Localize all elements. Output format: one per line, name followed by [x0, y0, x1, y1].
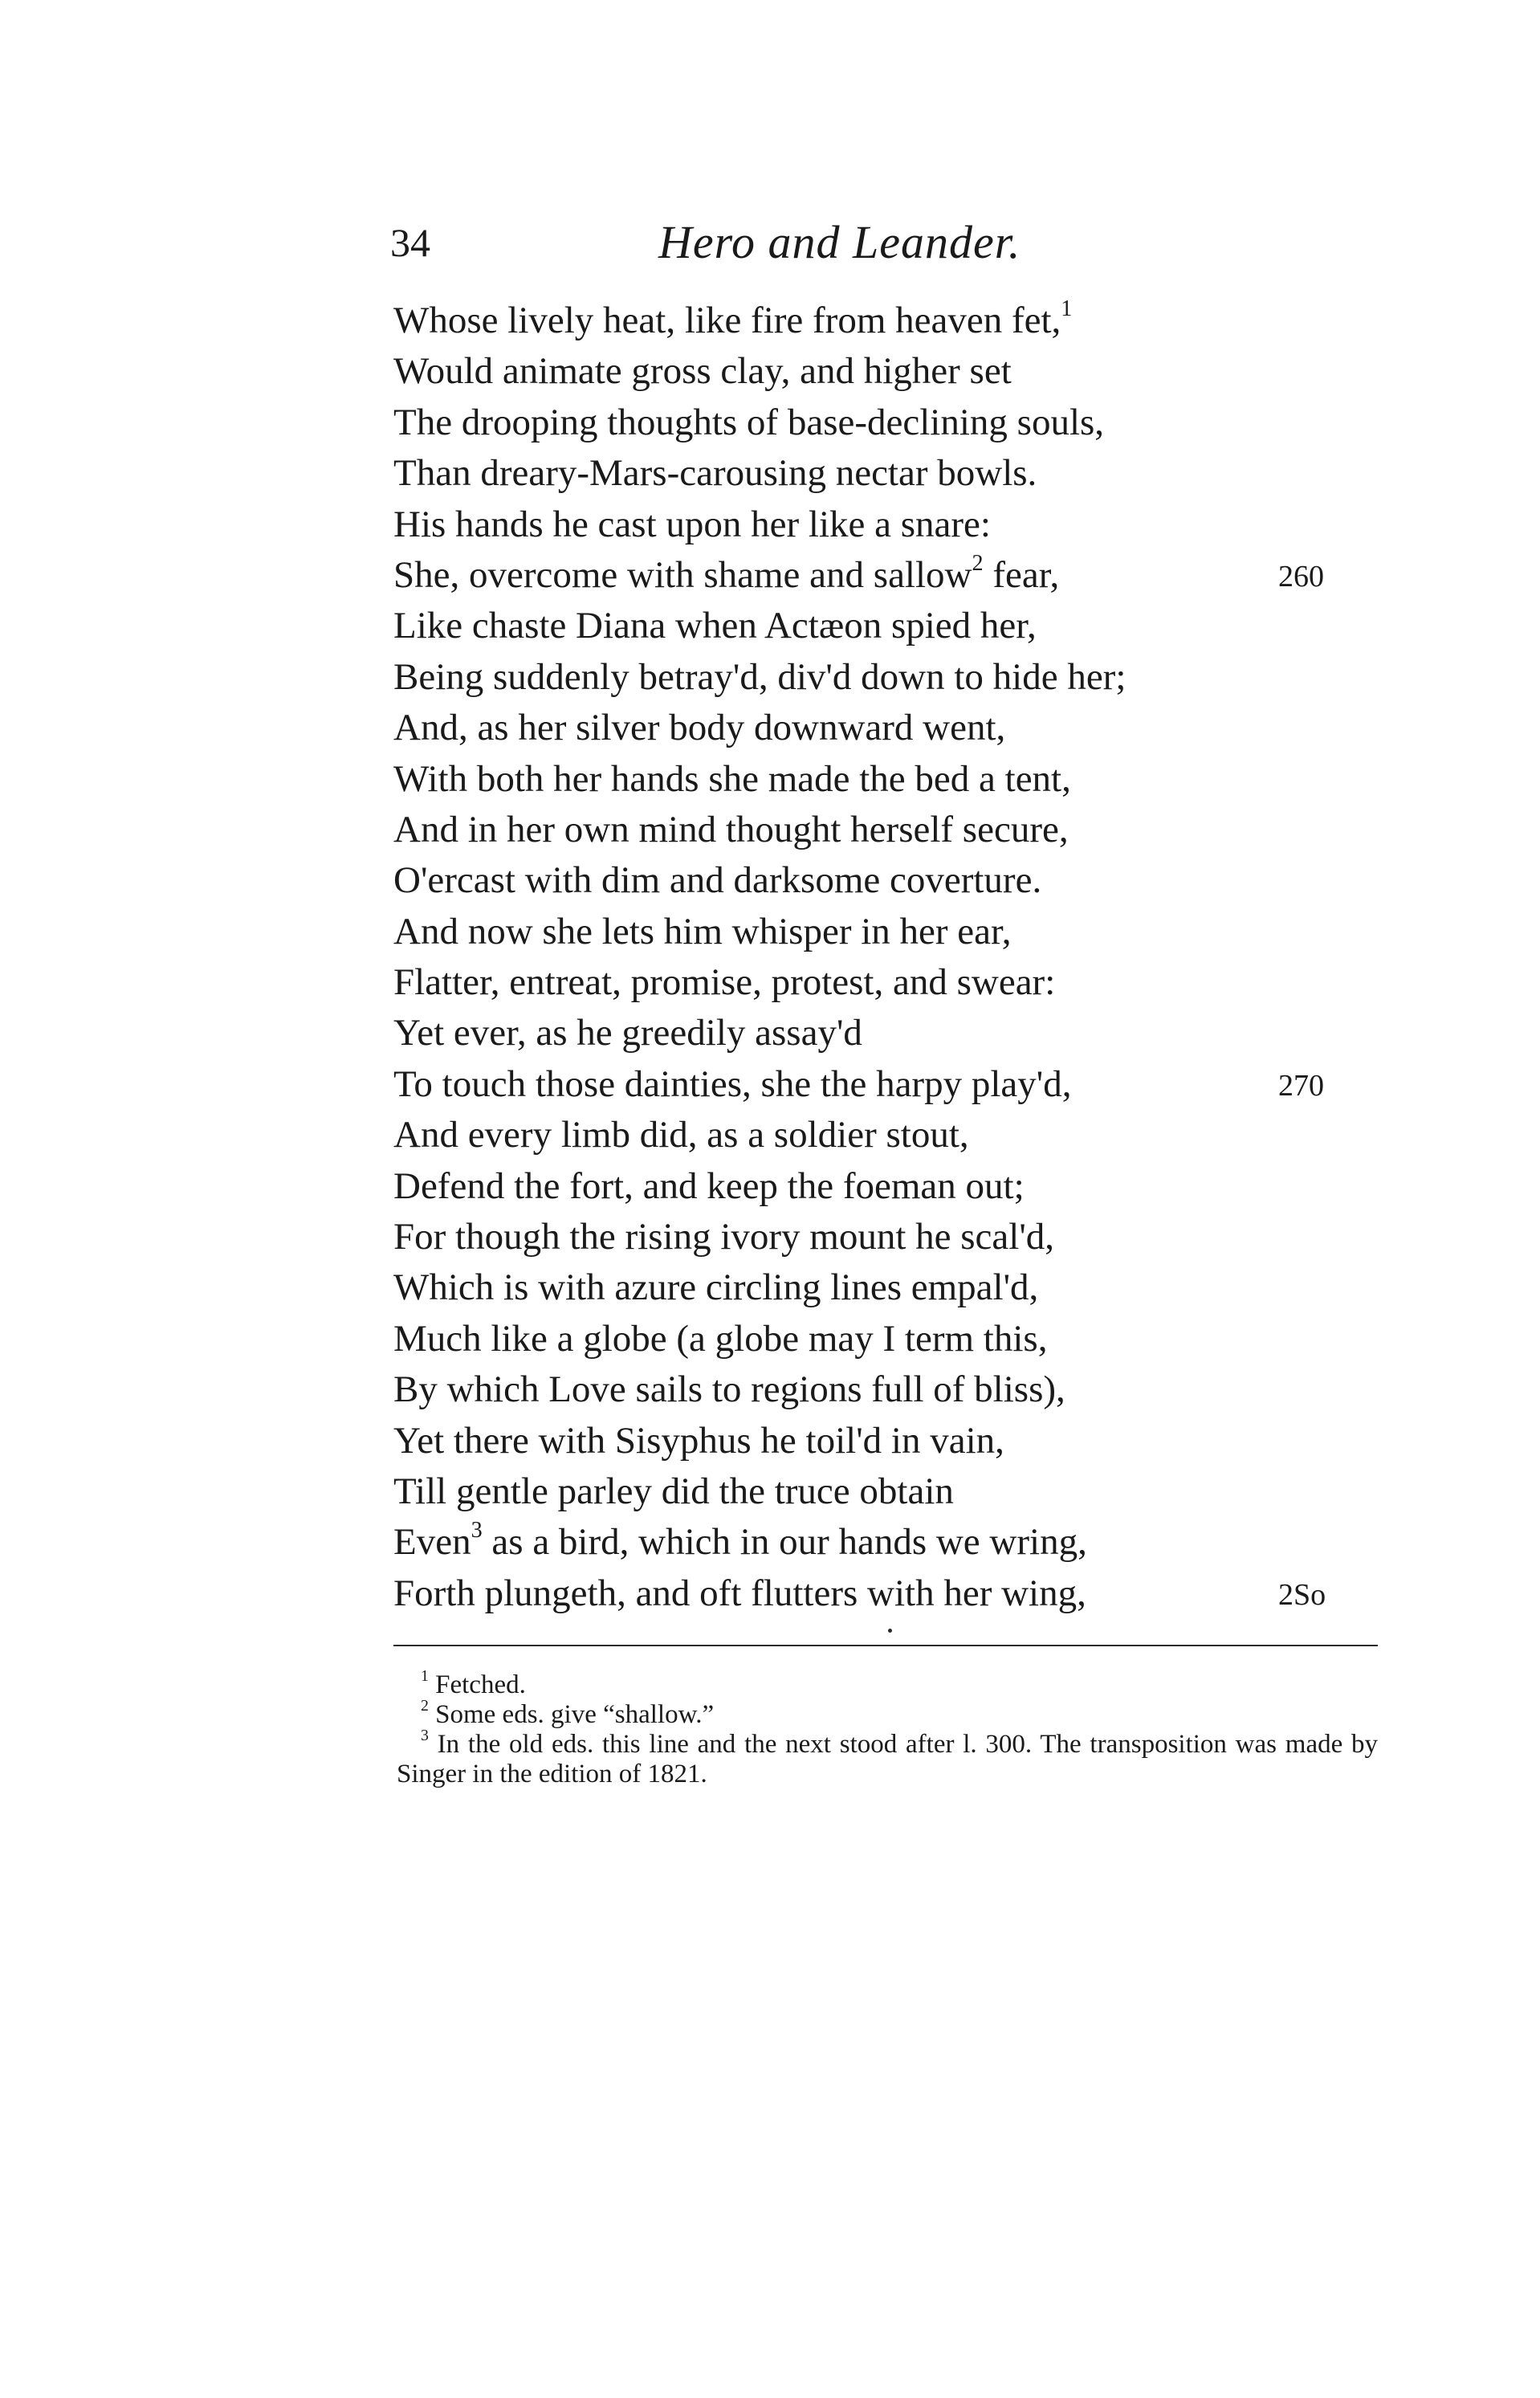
footnote-marker: 3 — [421, 1727, 429, 1745]
verse-text — [393, 1012, 862, 1054]
verse-line — [393, 550, 1389, 601]
verse-segment: Yet there with Sisyphus he toil'd in vain, — [393, 1419, 1004, 1462]
verse-segment: as a bird, which in our hands we wring, — [482, 1521, 1087, 1564]
verse-line — [393, 601, 1389, 651]
verse-segment: His hands he cast upon her like a snare: — [393, 503, 991, 545]
poem-text — [393, 296, 1389, 1619]
verse-segment: The drooping thoughts of base-declining souls, — [393, 401, 1105, 443]
verse-text — [393, 1572, 1086, 1614]
line-number: 270 — [1278, 1068, 1324, 1103]
verse-line — [393, 1212, 1389, 1262]
verse-segment: Would animate gross clay, and higher set — [393, 350, 1012, 393]
verse-text — [393, 656, 1126, 698]
line-number: 2So — [1278, 1577, 1326, 1612]
verse-segment: And, as her silver body downward went, — [393, 707, 1006, 749]
verse-text — [393, 550, 1060, 596]
verse-segment: O'ercast with dim and darksome coverture. — [393, 859, 1042, 902]
verse-segment: She, overcome with shame and sallow — [393, 553, 972, 596]
verse-line — [393, 1059, 1389, 1110]
verse-segment: Being suddenly betray'd, div'd down to hide her; — [393, 655, 1126, 698]
verse-text — [393, 402, 1104, 443]
verse-text — [393, 1420, 1004, 1462]
verse-text — [393, 859, 1041, 901]
verse-segment: Yet ever, as he greedily assay'd — [393, 1012, 862, 1054]
verse-text — [393, 758, 1071, 800]
footnote-marker: 1 — [421, 1667, 429, 1686]
footnote — [397, 1727, 1379, 1789]
verse-text — [393, 707, 1005, 748]
verse-segment: Than dreary-Mars-carousing nectar bowls. — [393, 452, 1037, 495]
running-title: Hero and Leander. — [658, 216, 1021, 268]
page-header — [390, 210, 1378, 275]
verse-segment: Forth plungeth, and oft flutters with her wing, — [393, 1572, 1086, 1614]
verse-line — [393, 1568, 1389, 1619]
verse-text — [393, 1216, 1054, 1258]
verse-text — [393, 1165, 1025, 1207]
verse-text — [393, 452, 1037, 494]
footnote-reference: 2 — [972, 550, 984, 576]
footnote-reference: 1 — [1061, 296, 1073, 321]
verse-segment: For though the rising ivory mount he scal'd, — [393, 1216, 1055, 1258]
verse-segment: And every limb did, as a soldier stout, — [393, 1114, 969, 1156]
verse-segment: Much like a globe (a globe may I term this, — [393, 1317, 1048, 1360]
verse-line — [393, 1517, 1389, 1568]
verse-text — [393, 350, 1012, 392]
verse-line — [393, 1466, 1389, 1517]
verse-line — [393, 448, 1389, 499]
verse-text — [393, 1518, 1087, 1564]
verse-line — [393, 1110, 1389, 1160]
footnote-reference: 3 — [471, 1518, 483, 1544]
verse-line — [393, 1314, 1389, 1364]
verse-line — [393, 805, 1389, 855]
verse-text — [393, 605, 1037, 646]
verse-segment: Which is with azure circling lines empal'd, — [393, 1266, 1039, 1309]
verse-segment: And in her own mind thought herself secure, — [393, 808, 1069, 850]
verse-segment: Defend the fort, and keep the foeman out; — [393, 1164, 1025, 1207]
verse-text — [393, 809, 1069, 850]
verse-segment: To touch those dainties, she the harpy play'd, — [393, 1062, 1072, 1105]
verse-line — [393, 1262, 1389, 1313]
verse-line — [393, 652, 1389, 703]
verse-line — [393, 1364, 1389, 1415]
verse-segment: And now she lets him whisper in her ear, — [393, 910, 1012, 952]
verse-text — [393, 1114, 969, 1156]
verse-segment: fear, — [983, 553, 1060, 596]
verse-line — [393, 346, 1389, 397]
verse-line — [393, 1161, 1389, 1212]
footnotes — [397, 1667, 1379, 1789]
footnote — [397, 1667, 1378, 1700]
verse-text — [393, 911, 1012, 952]
verse-segment: Whose lively heat, like fire from heaven fet, — [393, 300, 1061, 341]
verse-text — [393, 1266, 1038, 1308]
verse-segment: Like chaste Diana when Actæon spied her, — [393, 605, 1037, 647]
verse-line — [393, 1416, 1389, 1466]
verse-text — [393, 504, 991, 545]
footnote-marker: 2 — [421, 1697, 429, 1715]
verse-line — [393, 1008, 1389, 1058]
footnote-text: Some eds. give “shallow.” — [435, 1700, 715, 1729]
verse-segment: With both her hands she made the bed a tent, — [393, 757, 1071, 800]
page-number: 34 — [390, 220, 430, 265]
verse-text — [393, 1318, 1047, 1360]
verse-line — [393, 957, 1389, 1008]
verse-line — [393, 907, 1389, 957]
verse-text — [393, 1470, 954, 1512]
verse-segment: Even — [393, 1521, 471, 1564]
verse-text — [393, 1063, 1071, 1105]
verse-text — [393, 961, 1055, 1003]
footnote — [397, 1697, 1378, 1730]
verse-line — [393, 500, 1389, 550]
verse-line — [393, 703, 1389, 753]
verse-segment: By which Love sails to regions full of bliss), — [393, 1368, 1065, 1411]
verse-line — [393, 754, 1389, 805]
verse-segment: Till gentle parley did the truce obtain — [393, 1470, 954, 1512]
line-number: 260 — [1278, 559, 1324, 593]
verse-segment: Flatter, entreat, promise, protest, and swear: — [393, 961, 1056, 1004]
verse-line — [393, 296, 1389, 346]
verse-line — [393, 855, 1389, 906]
verse-text — [393, 296, 1073, 341]
verse-line — [393, 398, 1389, 448]
divider-dot — [888, 1629, 892, 1633]
footnote-text: In the old eds. this line and the next stood after l. 300. The transposition was made by Singer in the edition of 1821. — [397, 1730, 1379, 1788]
footnote-text: Fetched. — [435, 1670, 526, 1699]
footnote-divider — [393, 1645, 1378, 1646]
verse-text — [393, 1368, 1065, 1410]
